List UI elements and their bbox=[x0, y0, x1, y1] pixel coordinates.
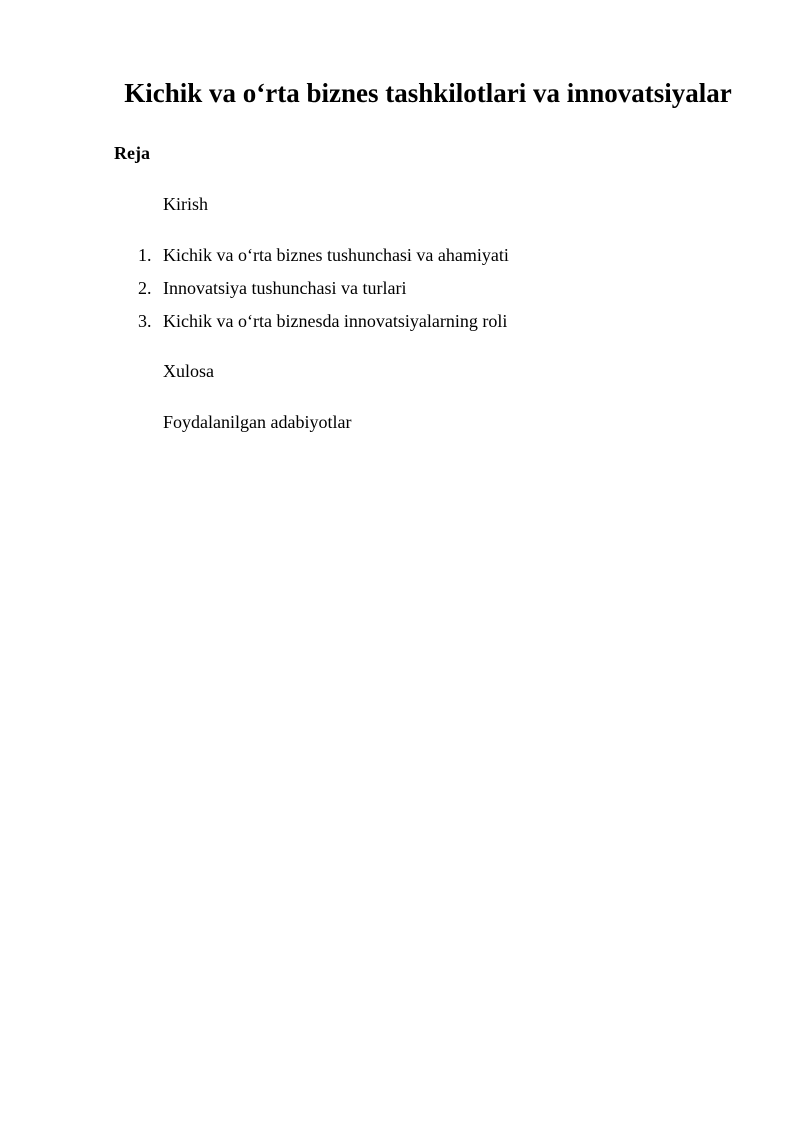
plan-item-number: 3. bbox=[138, 311, 152, 331]
plan-item-text: Kichik va o‘rta biznes tushunchasi va ahamiyati bbox=[163, 245, 509, 265]
plan-conclusion: Xulosa bbox=[163, 361, 214, 381]
plan-heading: Reja bbox=[114, 143, 150, 163]
plan-item-number: 1. bbox=[138, 245, 152, 265]
plan-item-number: 2. bbox=[138, 278, 152, 298]
plan-item-text: Kichik va o‘rta biznesda innovatsiyalarning roli bbox=[163, 311, 508, 331]
plan-intro: Kirish bbox=[163, 194, 208, 214]
document-title: Kichik va o‘rta biznes tashkilotlari va innovatsiyalar bbox=[124, 78, 732, 108]
plan-item-text: Innovatsiya tushunchasi va turlari bbox=[163, 278, 407, 298]
plan-references: Foydalanilgan adabiyotlar bbox=[163, 412, 352, 432]
